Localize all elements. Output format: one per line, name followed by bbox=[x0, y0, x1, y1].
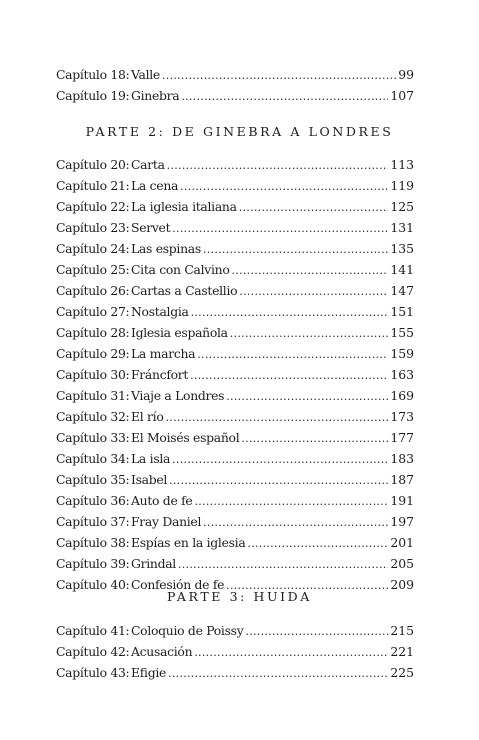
page-number: 197 bbox=[390, 514, 414, 529]
chapter-label: Capítulo 26: bbox=[56, 283, 130, 298]
chapter-label: Capítulo 35: bbox=[56, 472, 130, 487]
chapter-title: La marcha bbox=[131, 346, 196, 361]
chapter-title: Iglesia española bbox=[131, 325, 228, 340]
chapter-title: Carta bbox=[131, 157, 165, 172]
toc-entry bbox=[56, 449, 414, 469]
dot-leader bbox=[247, 534, 388, 554]
chapter-label: Capítulo 34: bbox=[56, 451, 130, 466]
toc-entry bbox=[56, 621, 414, 641]
chapter-title: Isabel bbox=[131, 472, 168, 487]
toc-entry bbox=[56, 386, 414, 406]
chapter-title: Auto de fe bbox=[131, 493, 193, 508]
toc-entry bbox=[56, 86, 414, 106]
page-number: 191 bbox=[390, 493, 414, 508]
toc-entry bbox=[56, 302, 414, 322]
page-number: 173 bbox=[390, 409, 414, 424]
toc-entry bbox=[56, 323, 414, 343]
page-number: 187 bbox=[390, 472, 414, 487]
toc-entry bbox=[56, 281, 414, 301]
toc-entry bbox=[56, 344, 414, 364]
chapter-label: Capítulo 31: bbox=[56, 388, 130, 403]
page-number: 151 bbox=[390, 304, 414, 319]
dot-leader bbox=[166, 408, 389, 428]
page-number: 221 bbox=[390, 644, 414, 659]
chapter-title: Nostalgia bbox=[131, 304, 189, 319]
chapter-label: Capítulo 43: bbox=[56, 665, 130, 680]
dot-leader bbox=[226, 387, 388, 407]
toc-entry bbox=[56, 642, 414, 662]
chapter-title: Cita con Calvino bbox=[131, 262, 230, 277]
toc-entry bbox=[56, 663, 414, 683]
page-number: 215 bbox=[390, 623, 414, 638]
chapter-title: Fráncfort bbox=[131, 367, 189, 382]
page-number: 163 bbox=[390, 367, 414, 382]
chapter-title: Valle bbox=[131, 67, 160, 82]
toc-entry bbox=[56, 428, 414, 448]
chapter-title: La iglesia italiana bbox=[131, 199, 237, 214]
chapter-title: Viaje a Londres bbox=[131, 388, 225, 403]
chapter-label: Capítulo 21: bbox=[56, 178, 130, 193]
page-number: 183 bbox=[390, 451, 414, 466]
chapter-label: Capítulo 41: bbox=[56, 623, 130, 638]
page-number: 201 bbox=[390, 535, 414, 550]
dot-leader bbox=[168, 664, 388, 684]
chapter-title: Las espinas bbox=[131, 241, 201, 256]
chapter-title: El Moisés español bbox=[131, 430, 240, 445]
dot-leader bbox=[239, 282, 388, 302]
chapter-title: Espías en la iglesia bbox=[131, 535, 246, 550]
dot-leader bbox=[190, 366, 388, 386]
page-number: 119 bbox=[390, 178, 414, 193]
chapter-label: Capítulo 18: bbox=[56, 67, 130, 82]
chapter-title: La cena bbox=[131, 178, 179, 193]
dot-leader bbox=[178, 555, 388, 575]
chapter-label: Capítulo 20: bbox=[56, 157, 130, 172]
chapter-label: Capítulo 19: bbox=[56, 88, 130, 103]
chapter-label: Capítulo 42: bbox=[56, 644, 130, 659]
page-number: 131 bbox=[390, 220, 414, 235]
page-number: 225 bbox=[390, 665, 414, 680]
page-number: 125 bbox=[390, 199, 414, 214]
toc-entry bbox=[56, 155, 414, 175]
dot-leader bbox=[172, 450, 388, 470]
page-number: 177 bbox=[390, 430, 414, 445]
toc-entry bbox=[56, 218, 414, 238]
page-number: 209 bbox=[390, 577, 414, 592]
page-number: 169 bbox=[390, 388, 414, 403]
chapter-title: Confesión de fe bbox=[131, 577, 225, 592]
dot-leader bbox=[191, 303, 389, 323]
dot-leader bbox=[172, 219, 388, 239]
dot-leader bbox=[230, 324, 389, 344]
toc-entry bbox=[56, 365, 414, 385]
dot-leader bbox=[239, 198, 389, 218]
toc-entry bbox=[56, 554, 414, 574]
page-number: 159 bbox=[390, 346, 414, 361]
chapter-title: Coloquio de Poissy bbox=[131, 623, 244, 638]
dot-leader bbox=[241, 429, 388, 449]
dot-leader bbox=[203, 240, 388, 260]
dot-leader bbox=[162, 66, 396, 86]
chapter-label: Capítulo 37: bbox=[56, 514, 130, 529]
toc-entry bbox=[56, 470, 414, 490]
page-number: 99 bbox=[398, 67, 414, 82]
dot-leader bbox=[226, 576, 388, 596]
dot-leader bbox=[180, 177, 388, 197]
chapter-label: Capítulo 32: bbox=[56, 409, 130, 424]
dot-leader bbox=[245, 622, 388, 642]
page-number: 107 bbox=[390, 88, 414, 103]
chapter-title: Acusación bbox=[131, 644, 193, 659]
toc-entry bbox=[56, 239, 414, 259]
dot-leader bbox=[194, 492, 388, 512]
toc-entry bbox=[56, 491, 414, 511]
chapter-label: Capítulo 38: bbox=[56, 535, 130, 550]
chapter-label: Capítulo 23: bbox=[56, 220, 130, 235]
chapter-label: Capítulo 27: bbox=[56, 304, 130, 319]
toc-entry bbox=[56, 260, 414, 280]
dot-leader bbox=[167, 156, 389, 176]
chapter-title: Cartas a Castellio bbox=[131, 283, 238, 298]
chapter-label: Capítulo 40: bbox=[56, 577, 130, 592]
toc-entry bbox=[56, 65, 414, 85]
toc-entry bbox=[56, 407, 414, 427]
chapter-title: Efigie bbox=[131, 665, 167, 680]
dot-leader bbox=[181, 87, 388, 107]
toc-entry bbox=[56, 176, 414, 196]
toc-entry bbox=[56, 533, 414, 553]
chapter-label: Capítulo 29: bbox=[56, 346, 130, 361]
chapter-label: Capítulo 25: bbox=[56, 262, 130, 277]
chapter-title: Fray Daniel bbox=[131, 514, 202, 529]
chapter-title: Ginebra bbox=[131, 88, 180, 103]
section-heading-part-2: PARTE 2: DE GINEBRA A LONDRES bbox=[85, 124, 394, 139]
dot-leader bbox=[232, 261, 389, 281]
chapter-label: Capítulo 22: bbox=[56, 199, 130, 214]
section-heading-part-3: PARTE 3: HUIDA bbox=[167, 589, 312, 604]
page-number: 113 bbox=[390, 157, 414, 172]
chapter-label: Capítulo 33: bbox=[56, 430, 130, 445]
chapter-label: Capítulo 30: bbox=[56, 367, 130, 382]
chapter-label: Capítulo 28: bbox=[56, 325, 130, 340]
chapter-label: Capítulo 24: bbox=[56, 241, 130, 256]
toc-entry bbox=[56, 575, 414, 595]
page-number: 155 bbox=[390, 325, 414, 340]
chapter-title: La isla bbox=[131, 451, 171, 466]
page-number: 147 bbox=[390, 283, 414, 298]
chapter-title: El río bbox=[131, 409, 164, 424]
dot-leader bbox=[194, 643, 388, 663]
toc-entry bbox=[56, 197, 414, 217]
chapter-title: Grindal bbox=[131, 556, 176, 571]
dot-leader bbox=[203, 513, 388, 533]
chapter-title: Servet bbox=[131, 220, 171, 235]
page-number: 205 bbox=[390, 556, 414, 571]
chapter-label: Capítulo 39: bbox=[56, 556, 130, 571]
toc-entry bbox=[56, 512, 414, 532]
dot-leader bbox=[169, 471, 388, 491]
page-number: 141 bbox=[390, 262, 414, 277]
chapter-label: Capítulo 36: bbox=[56, 493, 130, 508]
dot-leader bbox=[197, 345, 388, 365]
page-number: 135 bbox=[390, 241, 414, 256]
